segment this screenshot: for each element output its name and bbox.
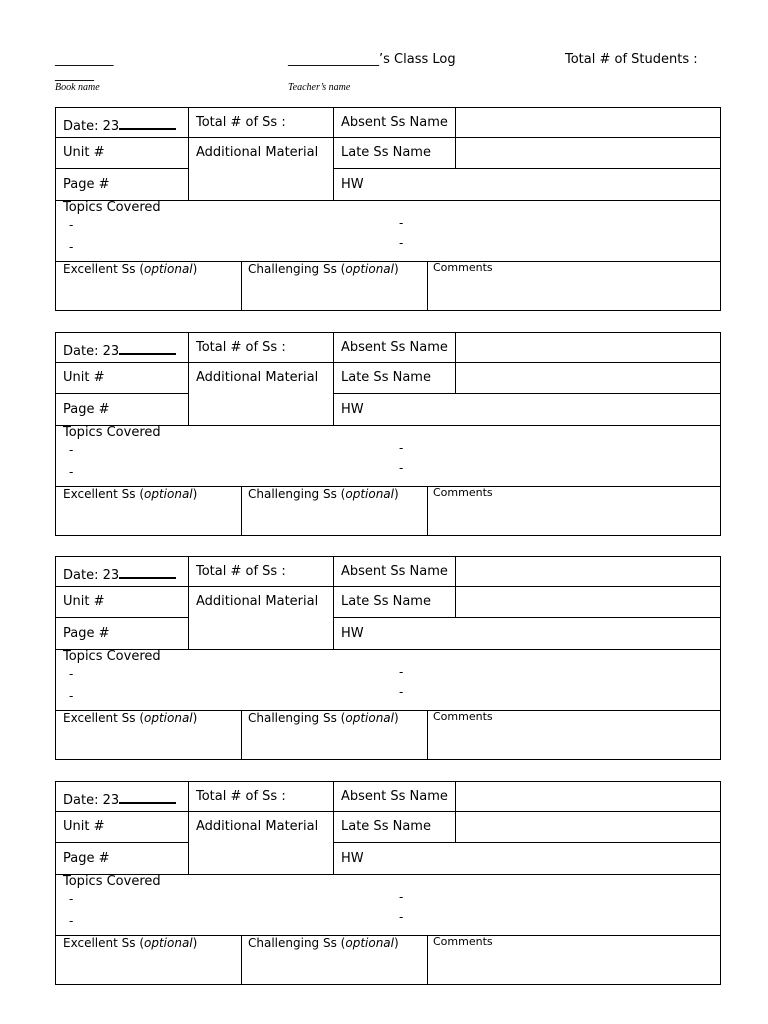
late-label-cell (333, 811, 456, 843)
optional-note: optional (144, 936, 193, 950)
date-label: Date: 23 (63, 119, 120, 134)
class-log-entry (55, 332, 721, 536)
topic-bullet: - (399, 665, 404, 679)
page-label: Page # (63, 177, 110, 192)
unit-label: Unit # (63, 370, 105, 385)
book-name-blank-continued[interactable]: ______ (55, 67, 94, 82)
topics-covered-label: Topics Covered (63, 649, 161, 664)
total-ss-label: Total # of Ss : (196, 564, 286, 579)
topic-bullet: - (69, 689, 74, 703)
unit-label: Unit # (63, 819, 105, 834)
comments-label: Comments (433, 710, 493, 723)
page-label: Page # (63, 851, 110, 866)
additional-material-label: Additional Material (196, 819, 319, 834)
optional-note: optional (345, 711, 394, 725)
topic-bullet: - (69, 465, 74, 479)
hw-cell[interactable] (333, 842, 721, 875)
total-ss-cell[interactable] (188, 332, 334, 363)
date-cell[interactable] (55, 781, 189, 812)
absent-names-field[interactable] (455, 781, 721, 812)
optional-note: optional (144, 487, 193, 501)
topic-bullet: - (69, 218, 74, 232)
class-log-title: ’s Class Log (379, 52, 456, 67)
optional-note: optional (144, 262, 193, 276)
page-cell[interactable] (55, 842, 189, 875)
page-cell[interactable] (55, 393, 189, 426)
challenging-ss-cell[interactable] (241, 935, 428, 985)
optional-note: optional (144, 711, 193, 725)
date-cell[interactable] (55, 107, 189, 138)
absent-names-field[interactable] (455, 332, 721, 363)
absent-label-cell (333, 107, 456, 138)
excellent-ss-label: Excellent Ss (optional) (63, 711, 198, 725)
challenging-ss-label: Challenging Ss (optional) (248, 262, 399, 276)
absent-names-field[interactable] (455, 107, 721, 138)
absent-label-cell (333, 781, 456, 812)
class-log-entry (55, 107, 721, 311)
topics-covered-label: Topics Covered (63, 200, 161, 215)
teacher-name-blank[interactable]: ______________ (288, 52, 379, 67)
total-ss-cell[interactable] (188, 781, 334, 812)
date-blank[interactable] (119, 791, 176, 804)
additional-material-cell[interactable] (188, 137, 334, 201)
excellent-ss-cell[interactable] (55, 935, 242, 985)
page-cell[interactable] (55, 617, 189, 650)
date-blank[interactable] (119, 566, 176, 579)
date-label: Date: 23 (63, 568, 120, 583)
absent-label-cell (333, 556, 456, 587)
late-names-field[interactable] (455, 362, 721, 394)
comments-label: Comments (433, 486, 493, 499)
class-log-entry (55, 556, 721, 760)
late-names-field[interactable] (455, 811, 721, 843)
challenging-ss-label: Challenging Ss (optional) (248, 711, 399, 725)
challenging-ss-label: Challenging Ss (optional) (248, 487, 399, 501)
comments-cell[interactable] (427, 935, 721, 985)
late-label-cell (333, 137, 456, 169)
excellent-ss-label: Excellent Ss (optional) (63, 487, 198, 501)
late-label-cell (333, 586, 456, 618)
additional-material-cell[interactable] (188, 811, 334, 875)
unit-cell[interactable] (55, 137, 189, 169)
optional-note: optional (345, 936, 394, 950)
comments-label: Comments (433, 935, 493, 948)
additional-material-label: Additional Material (196, 145, 319, 160)
topics-covered-cell[interactable] (55, 200, 721, 262)
topics-covered-cell[interactable] (55, 874, 721, 936)
absent-label-cell (333, 332, 456, 363)
date-cell[interactable] (55, 556, 189, 587)
unit-cell[interactable] (55, 362, 189, 394)
total-students-label: Total # of Students : (565, 52, 698, 67)
topic-bullet: - (399, 910, 404, 924)
topic-bullet: - (69, 667, 74, 681)
hw-label: HW (341, 626, 364, 641)
page-label: Page # (63, 402, 110, 417)
challenging-ss-label: Challenging Ss (optional) (248, 936, 399, 950)
topics-covered-cell[interactable] (55, 649, 721, 711)
challenging-ss-cell[interactable] (241, 710, 428, 760)
class-log-entry (55, 781, 721, 985)
absent-names-field[interactable] (455, 556, 721, 587)
unit-label: Unit # (63, 145, 105, 160)
excellent-ss-cell[interactable] (55, 710, 242, 760)
total-ss-cell[interactable] (188, 556, 334, 587)
additional-material-cell[interactable] (188, 362, 334, 426)
hw-label: HW (341, 402, 364, 417)
excellent-ss-label: Excellent Ss (optional) (63, 936, 198, 950)
teacher-name-label: Teacher’s name (288, 82, 351, 93)
comments-cell[interactable] (427, 486, 721, 536)
additional-material-cell[interactable] (188, 586, 334, 650)
absent-ss-label: Absent Ss Name (341, 340, 448, 355)
late-names-field[interactable] (455, 137, 721, 169)
late-names-field[interactable] (455, 586, 721, 618)
absent-ss-label: Absent Ss Name (341, 564, 448, 579)
topic-bullet: - (399, 685, 404, 699)
total-ss-cell[interactable] (188, 107, 334, 138)
comments-label: Comments (433, 261, 493, 274)
page-cell[interactable] (55, 168, 189, 201)
late-ss-label: Late Ss Name (341, 594, 431, 609)
date-blank[interactable] (119, 342, 176, 355)
late-ss-label: Late Ss Name (341, 819, 431, 834)
absent-ss-label: Absent Ss Name (341, 789, 448, 804)
hw-cell[interactable] (333, 617, 721, 650)
additional-material-label: Additional Material (196, 370, 319, 385)
excellent-ss-cell[interactable] (55, 486, 242, 536)
excellent-ss-cell[interactable] (55, 261, 242, 311)
topic-bullet: - (69, 240, 74, 254)
topic-bullet: - (69, 892, 74, 906)
optional-note: optional (345, 262, 394, 276)
late-label-cell (333, 362, 456, 394)
date-cell[interactable] (55, 332, 189, 363)
late-ss-label: Late Ss Name (341, 370, 431, 385)
topics-covered-cell[interactable] (55, 425, 721, 487)
hw-label: HW (341, 851, 364, 866)
topic-bullet: - (399, 441, 404, 455)
additional-material-label: Additional Material (196, 594, 319, 609)
topic-bullet: - (69, 443, 74, 457)
page-label: Page # (63, 626, 110, 641)
unit-cell[interactable] (55, 586, 189, 618)
total-ss-label: Total # of Ss : (196, 340, 286, 355)
challenging-ss-cell[interactable] (241, 486, 428, 536)
comments-cell[interactable] (427, 261, 721, 311)
comments-cell[interactable] (427, 710, 721, 760)
date-blank[interactable] (119, 117, 176, 130)
book-name-blank[interactable]: _________ (55, 52, 114, 67)
teacher-name-line[interactable] (288, 52, 456, 67)
book-name-label: Book name (55, 82, 100, 93)
hw-cell[interactable] (333, 168, 721, 201)
total-ss-label: Total # of Ss : (196, 115, 286, 130)
unit-label: Unit # (63, 594, 105, 609)
date-label: Date: 23 (63, 793, 120, 808)
date-label: Date: 23 (63, 344, 120, 359)
topic-bullet: - (69, 914, 74, 928)
total-ss-label: Total # of Ss : (196, 789, 286, 804)
topic-bullet: - (399, 461, 404, 475)
challenging-ss-cell[interactable] (241, 261, 428, 311)
hw-label: HW (341, 177, 364, 192)
topics-covered-label: Topics Covered (63, 425, 161, 440)
excellent-ss-label: Excellent Ss (optional) (63, 262, 198, 276)
late-ss-label: Late Ss Name (341, 145, 431, 160)
topic-bullet: - (399, 216, 404, 230)
topics-covered-label: Topics Covered (63, 874, 161, 889)
unit-cell[interactable] (55, 811, 189, 843)
topic-bullet: - (399, 236, 404, 250)
topic-bullet: - (399, 890, 404, 904)
optional-note: optional (345, 487, 394, 501)
hw-cell[interactable] (333, 393, 721, 426)
absent-ss-label: Absent Ss Name (341, 115, 448, 130)
